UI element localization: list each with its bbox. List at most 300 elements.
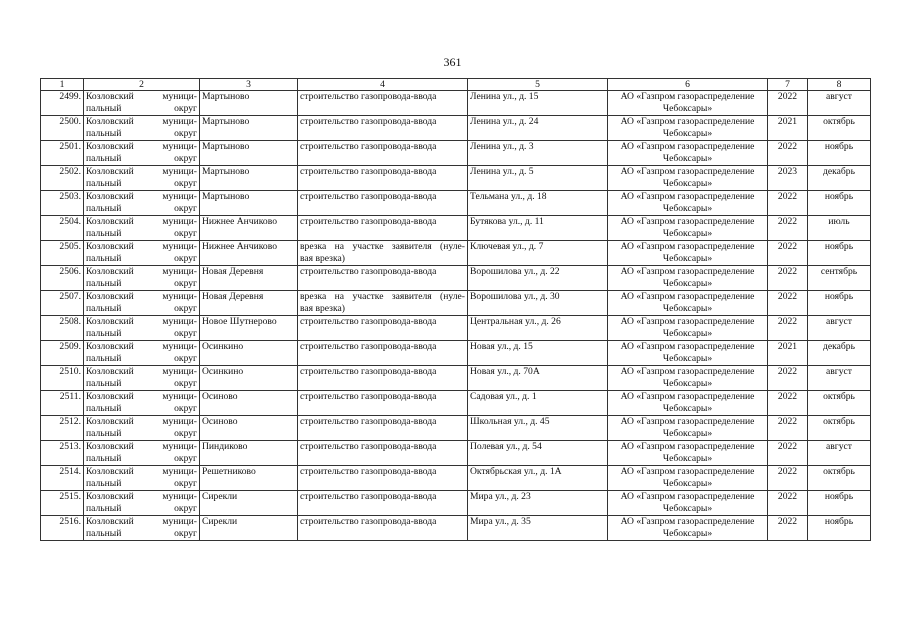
month: октябрь	[823, 466, 855, 477]
month-cell	[808, 391, 871, 416]
column-header: 8	[808, 79, 871, 91]
year: 2022	[777, 316, 798, 327]
work-type-cell	[298, 291, 468, 316]
work-type: строительство газопровода-ввода	[300, 366, 437, 377]
table-row	[41, 416, 871, 441]
work-type: строительство газопровода-ввода	[300, 516, 437, 527]
organization-cell	[608, 366, 768, 391]
column-header: 1	[41, 79, 84, 91]
settlement-cell	[200, 316, 298, 341]
month-cell	[808, 91, 871, 116]
work-type: строительство газопровода-ввода	[300, 341, 437, 352]
organization-line-2: Чебоксары»	[662, 452, 713, 464]
row-number: 2510.	[59, 366, 81, 377]
row-number-cell	[41, 216, 84, 241]
address: Полевая ул., д. 54	[470, 441, 542, 452]
month: август	[826, 316, 852, 327]
year: 2022	[777, 216, 798, 227]
address-cell	[468, 291, 608, 316]
district-cell	[84, 116, 200, 141]
year: 2022	[777, 441, 798, 452]
district-cell	[84, 391, 200, 416]
organization-cell	[608, 141, 768, 166]
address: Ленина ул., д. 24	[470, 116, 539, 127]
month-cell	[808, 441, 871, 466]
year: 2022	[777, 466, 798, 477]
row-number-cell	[41, 366, 84, 391]
address-cell	[468, 116, 608, 141]
settlement-name: Нижнее Анчиково	[202, 216, 277, 227]
year-cell	[768, 116, 808, 141]
year: 2022	[777, 191, 798, 202]
organization-line-2: Чебоксары»	[662, 477, 713, 489]
district-line-1: Козловский муници-	[86, 166, 197, 177]
table-row	[41, 391, 871, 416]
settlement-name: Мартыново	[202, 141, 250, 152]
settlement-cell	[200, 241, 298, 266]
district-cell	[84, 141, 200, 166]
address: Октябрьская ул., д. 1А	[470, 466, 562, 477]
district-line-1: Козловский муници-	[86, 466, 197, 477]
year-cell	[768, 191, 808, 216]
work-type-cell	[298, 391, 468, 416]
settlement-name: Мартыново	[202, 116, 250, 127]
settlement-cell	[200, 491, 298, 516]
organization-line-1: АО «Газпром газораспределение	[620, 216, 755, 227]
organization-line-1: АО «Газпром газораспределение	[620, 466, 755, 477]
settlement-name: Осиново	[202, 416, 238, 427]
table-row	[41, 366, 871, 391]
organization-line-2: Чебоксары»	[662, 302, 713, 314]
settlement-cell	[200, 516, 298, 541]
district-line-2: пальный округ	[86, 227, 197, 239]
settlement-name: Сирекли	[202, 516, 238, 527]
year-cell	[768, 391, 808, 416]
month: декабрь	[823, 166, 855, 177]
work-type-cell	[298, 441, 468, 466]
organization-cell	[608, 166, 768, 191]
organization-line-1: АО «Газпром газораспределение	[620, 91, 755, 102]
row-number: 2503.	[59, 191, 81, 202]
district-cell	[84, 466, 200, 491]
organization-line-2: Чебоксары»	[662, 177, 713, 189]
district-cell	[84, 341, 200, 366]
year: 2022	[777, 141, 798, 152]
settlement-name: Осиново	[202, 391, 238, 402]
district-line-2: пальный округ	[86, 202, 197, 214]
month: октябрь	[823, 391, 855, 402]
organization-line-2: Чебоксары»	[662, 402, 713, 414]
address: Ключевая ул., д. 7	[470, 241, 544, 252]
work-type: строительство газопровода-ввода	[300, 141, 437, 152]
address: Бутякова ул., д. 11	[470, 216, 544, 227]
row-number: 2516.	[59, 516, 81, 527]
month-cell	[808, 316, 871, 341]
organization-line-2: Чебоксары»	[662, 427, 713, 439]
row-number: 2504.	[59, 216, 81, 227]
address: Ленина ул., д. 15	[470, 91, 539, 102]
row-number: 2506.	[59, 266, 81, 277]
month-cell	[808, 166, 871, 191]
year: 2022	[777, 291, 798, 302]
district-line-1: Козловский муници-	[86, 216, 197, 227]
settlement-name: Мартыново	[202, 91, 250, 102]
month: ноябрь	[824, 141, 854, 152]
month: сентябрь	[820, 266, 858, 277]
settlement-name: Мартыново	[202, 191, 250, 202]
work-type-cell	[298, 491, 468, 516]
organization-line-2: Чебоксары»	[662, 152, 713, 164]
address: Центральная ул., д. 26	[470, 316, 561, 327]
work-type: строительство газопровода-ввода	[300, 391, 437, 402]
settlement-cell	[200, 441, 298, 466]
organization-line-1: АО «Газпром газораспределение	[620, 191, 755, 202]
table-row	[41, 516, 871, 541]
table-row	[41, 191, 871, 216]
row-number-cell	[41, 391, 84, 416]
settlement-cell	[200, 366, 298, 391]
row-number-cell	[41, 341, 84, 366]
work-type: строительство газопровода-ввода	[300, 191, 437, 202]
district-line-1: Козловский муници-	[86, 366, 197, 377]
address: Ворошилова ул., д. 22	[470, 266, 560, 277]
district-cell	[84, 441, 200, 466]
organization-cell	[608, 191, 768, 216]
table-header-row	[41, 79, 871, 91]
month-cell	[808, 366, 871, 391]
district-line-2: пальный округ	[86, 502, 197, 514]
year: 2022	[777, 516, 798, 527]
organization-line-2: Чебоксары»	[662, 527, 713, 539]
organization-line-1: АО «Газпром газораспределение	[620, 266, 755, 277]
organization-cell	[608, 416, 768, 441]
row-number: 2499.	[59, 91, 81, 102]
work-type-line-2: вая врезка)	[300, 302, 345, 314]
row-number: 2513.	[59, 441, 81, 452]
year-cell	[768, 141, 808, 166]
work-type: строительство газопровода-ввода	[300, 441, 437, 452]
row-number: 2512.	[59, 416, 81, 427]
column-header: 3	[200, 79, 298, 91]
work-type: строительство газопровода-ввода	[300, 216, 437, 227]
year: 2022	[777, 266, 798, 277]
settlement-name: Решетниково	[202, 466, 256, 477]
work-type-cell	[298, 266, 468, 291]
district-line-2: пальный округ	[86, 377, 197, 389]
year: 2022	[777, 416, 798, 427]
column-header: 4	[298, 79, 468, 91]
district-cell	[84, 266, 200, 291]
address: Школьная ул., д. 45	[470, 416, 550, 427]
district-line-1: Козловский муници-	[86, 91, 197, 102]
organization-cell	[608, 241, 768, 266]
organization-line-1: АО «Газпром газораспределение	[620, 366, 755, 377]
district-line-2: пальный округ	[86, 402, 197, 414]
column-header: 6	[608, 79, 768, 91]
district-line-2: пальный округ	[86, 127, 197, 139]
month-cell	[808, 266, 871, 291]
district-line-1: Козловский муници-	[86, 491, 197, 502]
settlement-cell	[200, 416, 298, 441]
district-cell	[84, 491, 200, 516]
row-number-cell	[41, 491, 84, 516]
organization-line-2: Чебоксары»	[662, 202, 713, 214]
address-cell	[468, 441, 608, 466]
district-line-1: Козловский муници-	[86, 316, 197, 327]
table-row	[41, 491, 871, 516]
year-cell	[768, 366, 808, 391]
organization-line-2: Чебоксары»	[662, 227, 713, 239]
year-cell	[768, 266, 808, 291]
row-number-cell	[41, 291, 84, 316]
organization-cell	[608, 466, 768, 491]
organization-cell	[608, 291, 768, 316]
year-cell	[768, 91, 808, 116]
table-row	[41, 216, 871, 241]
district-line-1: Козловский муници-	[86, 116, 197, 127]
year: 2021	[777, 116, 798, 127]
district-line-1: Козловский муници-	[86, 441, 197, 452]
year: 2023	[777, 166, 798, 177]
district-line-1: Козловский муници-	[86, 416, 197, 427]
year: 2022	[777, 366, 798, 377]
district-cell	[84, 366, 200, 391]
row-number: 2515.	[59, 491, 81, 502]
organization-line-1: АО «Газпром газораспределение	[620, 516, 755, 527]
row-number-cell	[41, 191, 84, 216]
row-number: 2501.	[59, 141, 81, 152]
district-line-2: пальный округ	[86, 452, 197, 464]
organization-line-1: АО «Газпром газораспределение	[620, 166, 755, 177]
organization-cell	[608, 491, 768, 516]
table-row	[41, 316, 871, 341]
table-row	[41, 116, 871, 141]
month: ноябрь	[824, 191, 854, 202]
work-type-cell	[298, 166, 468, 191]
month-cell	[808, 116, 871, 141]
organization-line-1: АО «Газпром газораспределение	[620, 416, 755, 427]
month: ноябрь	[824, 241, 854, 252]
work-type: строительство газопровода-ввода	[300, 316, 437, 327]
work-type-line-2: вая врезка)	[300, 252, 345, 264]
organization-line-1: АО «Газпром газораспределение	[620, 141, 755, 152]
work-type-cell	[298, 241, 468, 266]
row-number: 2502.	[59, 166, 81, 177]
district-line-2: пальный округ	[86, 327, 197, 339]
year-cell	[768, 316, 808, 341]
column-header: 5	[468, 79, 608, 91]
address: Садовая ул., д. 1	[470, 391, 537, 402]
settlement-name: Пиндиково	[202, 441, 248, 452]
month: июль	[828, 216, 850, 227]
work-type: строительство газопровода-ввода	[300, 491, 437, 502]
work-type-cell	[298, 316, 468, 341]
organization-line-2: Чебоксары»	[662, 352, 713, 364]
month: ноябрь	[824, 491, 854, 502]
district-cell	[84, 166, 200, 191]
month: ноябрь	[824, 516, 854, 527]
organization-line-1: АО «Газпром газораспределение	[620, 241, 755, 252]
row-number-cell	[41, 91, 84, 116]
month: декабрь	[823, 341, 855, 352]
district-line-1: Козловский муници-	[86, 516, 197, 527]
organization-line-2: Чебоксары»	[662, 252, 713, 264]
address: Новая ул., д. 15	[470, 341, 533, 352]
work-type-cell	[298, 366, 468, 391]
address-cell	[468, 416, 608, 441]
district-line-1: Козловский муници-	[86, 241, 197, 252]
organization-cell	[608, 316, 768, 341]
work-type: строительство газопровода-ввода	[300, 466, 437, 477]
table-row	[41, 441, 871, 466]
work-type-cell	[298, 191, 468, 216]
address: Ворошилова ул., д. 30	[470, 291, 560, 302]
work-type-cell	[298, 216, 468, 241]
settlement-cell	[200, 391, 298, 416]
work-type-line-1: врезка на участке заявителя (нуле-	[300, 291, 465, 302]
address: Тельмана ул., д. 18	[470, 191, 547, 202]
settlement-cell	[200, 91, 298, 116]
work-type-cell	[298, 341, 468, 366]
row-number-cell	[41, 241, 84, 266]
organization-cell	[608, 216, 768, 241]
row-number: 2509.	[59, 341, 81, 352]
organization-line-1: АО «Газпром газораспределение	[620, 341, 755, 352]
year-cell	[768, 491, 808, 516]
month-cell	[808, 491, 871, 516]
district-line-2: пальный округ	[86, 477, 197, 489]
column-header: 2	[84, 79, 200, 91]
address: Мира ул., д. 35	[470, 516, 531, 527]
address-cell	[468, 266, 608, 291]
address: Новая ул., д. 70А	[470, 366, 540, 377]
district-line-1: Козловский муници-	[86, 341, 197, 352]
work-type: строительство газопровода-ввода	[300, 266, 437, 277]
address: Ленина ул., д. 5	[470, 166, 534, 177]
month-cell	[808, 516, 871, 541]
work-type: строительство газопровода-ввода	[300, 116, 437, 127]
settlement-cell	[200, 116, 298, 141]
gas-connection-table	[40, 78, 871, 541]
organization-cell	[608, 116, 768, 141]
row-number-cell	[41, 166, 84, 191]
district-line-2: пальный округ	[86, 427, 197, 439]
row-number-cell	[41, 516, 84, 541]
work-type-line-1: врезка на участке заявителя (нуле-	[300, 241, 465, 252]
organization-cell	[608, 266, 768, 291]
work-type-cell	[298, 466, 468, 491]
table-row	[41, 266, 871, 291]
work-type-cell	[298, 91, 468, 116]
table-row	[41, 91, 871, 116]
district-cell	[84, 291, 200, 316]
district-line-1: Козловский муници-	[86, 291, 197, 302]
organization-line-2: Чебоксары»	[662, 277, 713, 289]
work-type-cell	[298, 116, 468, 141]
row-number-cell	[41, 116, 84, 141]
organization-cell	[608, 391, 768, 416]
year-cell	[768, 216, 808, 241]
year-cell	[768, 241, 808, 266]
month: ноябрь	[824, 291, 854, 302]
district-line-1: Козловский муници-	[86, 141, 197, 152]
year-cell	[768, 466, 808, 491]
organization-line-2: Чебоксары»	[662, 327, 713, 339]
organization-cell	[608, 91, 768, 116]
month-cell	[808, 191, 871, 216]
row-number: 2507.	[59, 291, 81, 302]
address-cell	[468, 516, 608, 541]
year: 2022	[777, 491, 798, 502]
settlement-name: Осинкино	[202, 341, 244, 352]
settlement-name: Сирекли	[202, 491, 238, 502]
organization-line-2: Чебоксары»	[662, 102, 713, 114]
settlement-cell	[200, 166, 298, 191]
work-type: строительство газопровода-ввода	[300, 91, 437, 102]
column-header: 7	[768, 79, 808, 91]
settlement-name: Мартыново	[202, 166, 250, 177]
work-type-cell	[298, 141, 468, 166]
address-cell	[468, 191, 608, 216]
address-cell	[468, 316, 608, 341]
district-cell	[84, 241, 200, 266]
row-number-cell	[41, 441, 84, 466]
row-number: 2514.	[59, 466, 81, 477]
district-cell	[84, 216, 200, 241]
organization-line-1: АО «Газпром газораспределение	[620, 491, 755, 502]
year-cell	[768, 341, 808, 366]
page-number: 361	[443, 55, 462, 69]
year-cell	[768, 516, 808, 541]
district-cell	[84, 191, 200, 216]
month-cell	[808, 141, 871, 166]
table-row	[41, 341, 871, 366]
month-cell	[808, 216, 871, 241]
address: Мира ул., д. 23	[470, 491, 531, 502]
month-cell	[808, 341, 871, 366]
address-cell	[468, 466, 608, 491]
organization-line-1: АО «Газпром газораспределение	[620, 441, 755, 452]
month: август	[826, 441, 852, 452]
work-type-cell	[298, 516, 468, 541]
work-type-cell	[298, 416, 468, 441]
district-line-2: пальный округ	[86, 102, 197, 114]
address-cell	[468, 91, 608, 116]
district-line-2: пальный округ	[86, 152, 197, 164]
month-cell	[808, 416, 871, 441]
settlement-cell	[200, 141, 298, 166]
settlement-name: Нижнее Анчиково	[202, 241, 277, 252]
row-number-cell	[41, 316, 84, 341]
address-cell	[468, 491, 608, 516]
table-row	[41, 141, 871, 166]
table-body	[41, 91, 871, 541]
year-cell	[768, 166, 808, 191]
row-number-cell	[41, 466, 84, 491]
settlement-cell	[200, 466, 298, 491]
organization-line-1: АО «Газпром газораспределение	[620, 291, 755, 302]
organization-line-2: Чебоксары»	[662, 127, 713, 139]
address-cell	[468, 341, 608, 366]
organization-line-2: Чебоксары»	[662, 502, 713, 514]
organization-cell	[608, 341, 768, 366]
year: 2021	[777, 341, 798, 352]
year: 2022	[777, 91, 798, 102]
district-line-2: пальный округ	[86, 302, 197, 314]
year: 2022	[777, 241, 798, 252]
year-cell	[768, 416, 808, 441]
row-number-cell	[41, 266, 84, 291]
